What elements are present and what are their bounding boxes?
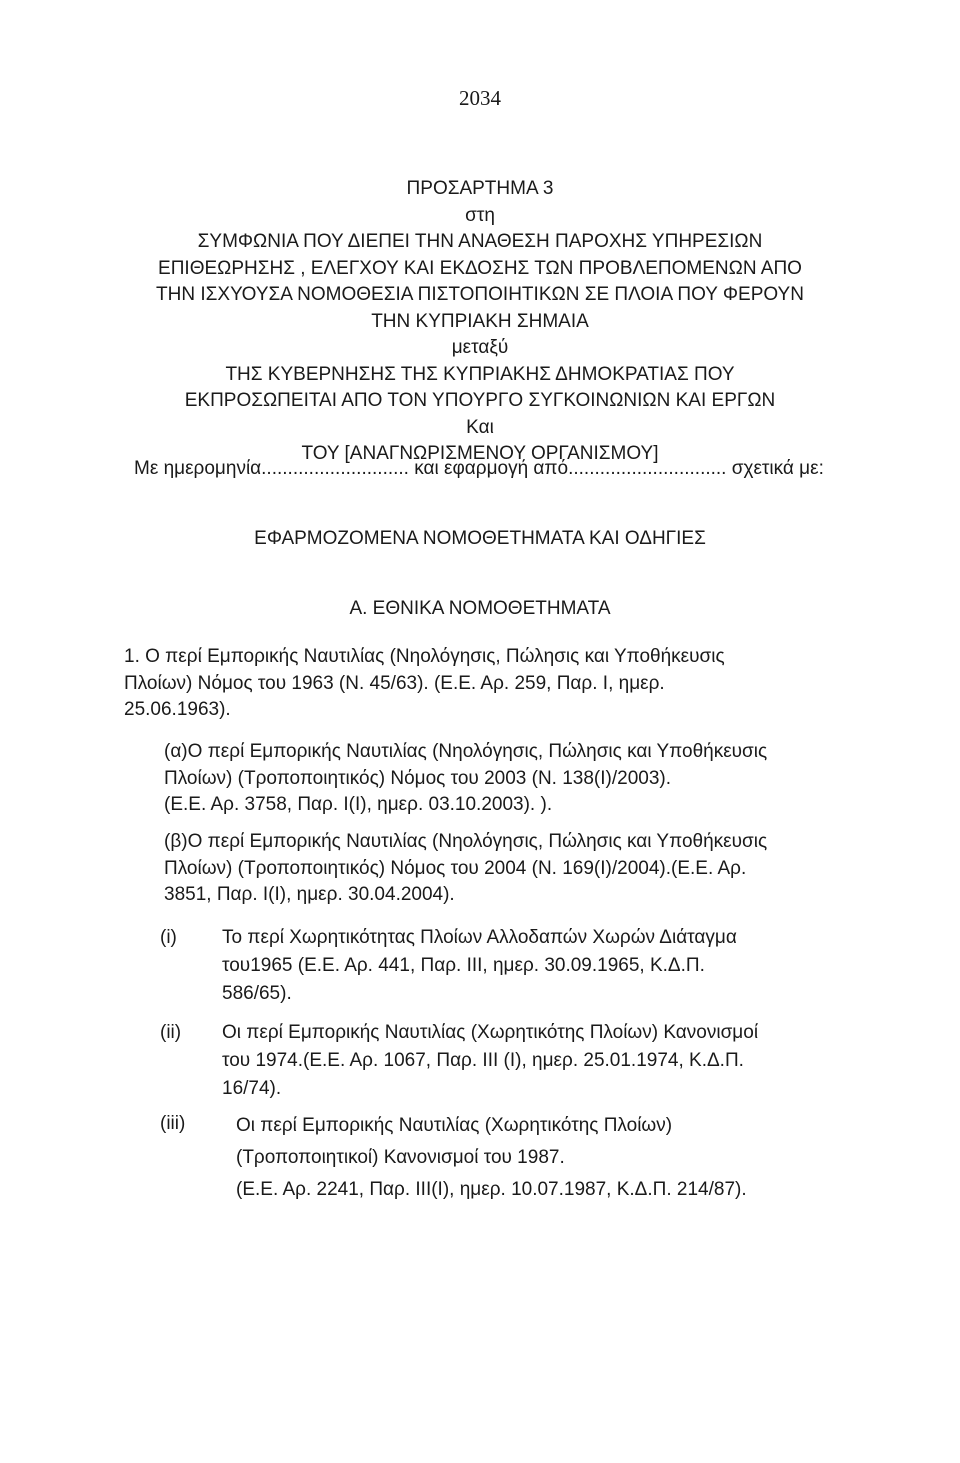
sub-title: Α. ΕΘΝΙΚΑ ΝΟΜΟΘΕΤΗΜΑΤΑ [349, 598, 611, 619]
regulation-line: 16/74). [222, 1078, 282, 1099]
header-line: ΣΥΜΦΩΝΙΑ ΠΟΥ ΔΙΕΠΕΙ ΤΗΝ ΑΝΑΘΕΣΗ ΠΑΡΟΧΗΣ ΥΠΗΡΕΣΙΩΝ [197, 231, 763, 252]
law-item-b [164, 829, 824, 909]
header-line: Και [466, 416, 494, 438]
header-line: μεταξύ [451, 337, 509, 358]
regulation-line: του 1974.(Ε.Ε. Αρ. 1067, Παρ. ΙΙΙ (Ι), ημερ. 25.01.1974, Κ.Δ.Π. [222, 1050, 744, 1071]
regulation-text [222, 1019, 822, 1103]
item-marker: (ii) [160, 1022, 182, 1043]
regulation-line: Οι περί Εμπορικής Ναυτιλίας (Χωρητικότης Πλοίων) Κανονισμοί [222, 1022, 759, 1043]
regulation-line: 586/65). [222, 983, 292, 1004]
regulation-line: Οι περί Εμπορικής Ναυτιλίας (Χωρητικότης Πλοίων) [236, 1115, 673, 1136]
law-item-1 [124, 644, 814, 724]
item-marker: (iii) [160, 1113, 186, 1134]
page-number: 2034 [459, 86, 501, 110]
section-title: ΕΦΑΡΜΟΖΟΜΕΝΑ ΝΟΜΟΘΕΤΗΜΑΤΑ ΚΑΙ ΟΔΗΓΙΕΣ [254, 528, 706, 549]
law-item-line: Πλοίων) (Τροποποιητικός) Νόμος του 2003 (Ν. 138(Ι)/2003). [164, 767, 672, 789]
regulation-line: του1965 (Ε.Ε. Αρ. 441, Παρ. ΙΙΙ, ημερ. 30.09.1965, Κ.Δ.Π. [222, 955, 705, 976]
header-line: ΤΗΝ ΚΥΠΡΙΑΚΗ ΣΗΜΑΙΑ [371, 310, 589, 332]
regulation-line: Το περί Χωρητικότητας Πλοίων Αλλοδαπών Χωρών Διάταγμα [222, 927, 737, 948]
regulation-text [222, 924, 822, 1008]
regulation-text [236, 1110, 826, 1206]
law-item-line: Πλοίων) Νόμος του 1963 (Ν. 45/63). (Ε.Ε. Αρ. 259, Παρ. Ι, ημερ. [124, 672, 665, 694]
header-line: ΤΗΝ ΙΣΧΥΟΥΣΑ ΝΟΜΟΘΕΣΙΑ ΠΙΣΤΟΠΟΙΗΤΙΚΩΝ ΣΕ ΠΛΟΙΑ ΠΟΥ ΦΕΡΟΥΝ [156, 284, 804, 305]
law-item-line: 1. Ο περί Εμπορικής Ναυτιλίας (Νηολόγησις, Πώλησις και Υποθήκευσις [124, 646, 725, 667]
date-line: Με ημερομηνία............................ και εφαρμογή από.............................. σχετικά με: [134, 458, 824, 479]
document-header [120, 176, 840, 468]
law-item-line: Πλοίων) (Τροποποιητικός) Νόμος του 2004 (Ν. 169(Ι)/2004).(Ε.Ε. Αρ. [164, 857, 747, 879]
law-item-line: (β)Ο περί Εμπορικής Ναυτιλίας (Νηολόγησις, Πώλησις και Υποθήκευσις [164, 831, 768, 852]
header-line: ΤΗΣ ΚΥΒΕΡΝΗΣΗΣ ΤΗΣ ΚΥΠΡΙΑΚΗΣ ΔΗΜΟΚΡΑΤΙΑΣ ΠΟΥ [225, 363, 735, 385]
header-line: ΕΚΠΡΟΣΩΠΕΙΤΑΙ ΑΠΟ ΤΟΝ ΥΠΟΥΡΓΟ ΣΥΓΚΟΙΝΩΝΙΩΝ ΚΑΙ ΕΡΓΩΝ [184, 390, 776, 411]
header-line: στη [465, 204, 495, 226]
appendix-title: ΠΡΟΣΑΡΤΗΜΑ 3 [406, 178, 554, 199]
header-line: ΤΟΥ [ΑΝΑΓΝΩΡΙΣΜΕΝΟΥ ΟΡΓΑΝΙΣΜΟΥ] [301, 443, 659, 464]
regulation-line: (Τροποποιητικοί) Κανονισμοί του 1987. [236, 1147, 565, 1168]
header-line: ΕΠΙΘΕΩΡΗΣΗΣ , ΕΛΕΓΧΟΥ ΚΑΙ ΕΚΔΟΣΗΣ ΤΩΝ ΠΡΟΒΛΕΠΟΜΕΝΩΝ ΑΠΟ [158, 257, 802, 279]
law-item-line: (Ε.Ε. Αρ. 3758, Παρ. Ι(Ι), ημερ. 03.10.2003). ). [164, 794, 553, 815]
law-item-line: 25.06.1963). [124, 699, 231, 720]
item-marker: (i) [160, 927, 177, 948]
law-item-a [164, 739, 824, 819]
law-item-line: (α)Ο περί Εμπορικής Ναυτιλίας (Νηολόγησις, Πώλησις και Υποθήκευσις [164, 741, 768, 762]
law-item-line: 3851, Παρ. Ι(Ι), ημερ. 30.04.2004). [164, 884, 455, 905]
regulation-line: (Ε.Ε. Αρ. 2241, Παρ. ΙΙΙ(Ι), ημερ. 10.07.1987, Κ.Δ.Π. 214/87). [236, 1179, 747, 1200]
